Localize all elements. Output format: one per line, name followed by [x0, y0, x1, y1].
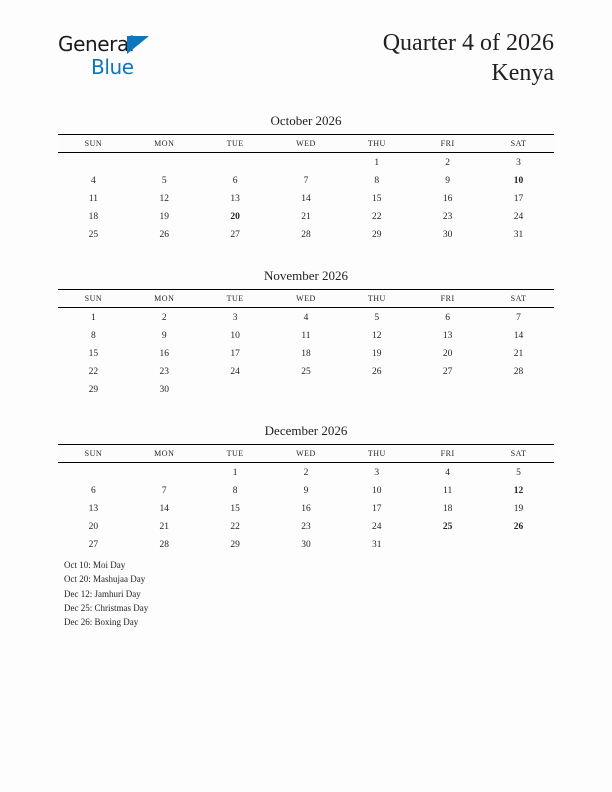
day-cell[interactable]: 10 — [230, 331, 240, 341]
day-cell[interactable]: 11 — [443, 486, 453, 496]
day-cell-empty — [412, 381, 483, 399]
day-cell[interactable]: 13 — [230, 194, 240, 204]
day-cell-holiday[interactable]: 20 — [230, 212, 240, 222]
calendar-months — [58, 112, 554, 577]
weekday-header-wed: WED — [271, 290, 342, 308]
day-cell[interactable]: 25 — [88, 230, 99, 240]
day-cell[interactable]: 3 — [232, 313, 238, 323]
day-cell[interactable]: 2 — [303, 468, 309, 478]
day-cell[interactable]: 28 — [513, 367, 524, 377]
day-cell[interactable]: 29 — [230, 540, 240, 550]
day-cell[interactable]: 24 — [372, 522, 382, 532]
day-cell[interactable]: 20 — [442, 349, 453, 359]
day-cell[interactable]: 23 — [159, 367, 170, 377]
week-row — [58, 327, 554, 345]
holiday-legend — [64, 558, 364, 629]
page-title — [383, 28, 554, 88]
weekday-header-row — [58, 135, 554, 153]
weekday-header-fri: FRI — [412, 135, 483, 153]
day-cell[interactable]: 13 — [442, 331, 453, 341]
month-title: October 2026 — [270, 113, 342, 128]
logo-text-general: General — [58, 32, 135, 56]
month-block — [58, 422, 554, 554]
week-row — [58, 363, 554, 381]
week-row — [58, 518, 554, 536]
day-cell[interactable]: 31 — [513, 230, 524, 240]
day-cell[interactable]: 25 — [301, 367, 311, 377]
day-cell[interactable]: 5 — [374, 313, 380, 323]
day-cell[interactable]: 15 — [372, 194, 382, 204]
day-cell-empty — [412, 536, 483, 554]
day-cell[interactable]: 17 — [513, 194, 524, 204]
weekday-header-sat: SAT — [483, 135, 554, 153]
day-cell[interactable]: 16 — [442, 194, 453, 204]
day-cell[interactable]: 10 — [372, 486, 382, 496]
day-cell[interactable]: 6 — [445, 313, 451, 323]
day-cell[interactable]: 4 — [303, 313, 309, 323]
day-cell[interactable]: 4 — [91, 176, 96, 186]
day-cell[interactable]: 21 — [301, 212, 311, 222]
day-cell[interactable]: 23 — [442, 212, 453, 222]
day-cell[interactable]: 14 — [159, 504, 170, 514]
day-cell[interactable]: 8 — [374, 176, 380, 186]
week-row — [58, 226, 554, 244]
day-cell[interactable]: 29 — [372, 230, 382, 240]
day-cell[interactable]: 18 — [442, 504, 453, 514]
day-cell[interactable]: 7 — [516, 313, 521, 323]
legend-item: Oct 10: Moi Day — [64, 560, 126, 570]
day-cell[interactable]: 20 — [88, 522, 99, 532]
day-cell[interactable]: 21 — [513, 349, 524, 359]
day-cell[interactable]: 19 — [159, 212, 170, 222]
day-cell[interactable]: 7 — [303, 176, 309, 186]
day-cell-empty — [200, 381, 271, 399]
weekday-header-sun: SUN — [58, 290, 129, 308]
day-cell[interactable]: 22 — [372, 212, 382, 222]
day-cell[interactable]: 16 — [159, 349, 170, 359]
day-cell-holiday[interactable]: 12 — [513, 486, 524, 496]
day-cell[interactable]: 15 — [88, 349, 99, 359]
day-cell[interactable]: 27 — [230, 230, 240, 240]
day-cell[interactable]: 9 — [445, 176, 451, 186]
week-row — [58, 190, 554, 208]
day-cell-empty — [129, 463, 200, 483]
day-cell[interactable]: 15 — [230, 504, 240, 514]
day-cell-empty — [200, 153, 271, 173]
day-cell-holiday[interactable]: 26 — [513, 522, 524, 532]
day-cell[interactable]: 6 — [232, 176, 238, 186]
day-cell[interactable]: 19 — [513, 504, 524, 514]
day-cell[interactable]: 12 — [159, 194, 170, 204]
country-subtitle: Kenya — [491, 60, 554, 86]
day-cell-empty — [271, 381, 342, 399]
day-cell[interactable]: 28 — [301, 230, 311, 240]
day-cell[interactable]: 23 — [301, 522, 311, 532]
week-row — [58, 536, 554, 554]
day-cell-empty — [129, 153, 200, 173]
day-cell[interactable]: 19 — [372, 349, 382, 359]
day-cell[interactable]: 3 — [516, 158, 521, 168]
day-cell[interactable]: 22 — [88, 367, 99, 377]
week-row — [58, 308, 554, 328]
week-row — [58, 463, 554, 483]
month-title: December 2026 — [264, 423, 348, 438]
day-cell-empty — [271, 153, 342, 173]
day-cell[interactable]: 6 — [91, 486, 96, 496]
weekday-header-row — [58, 445, 554, 463]
day-cell-empty — [58, 463, 129, 483]
weekday-header-sat: SAT — [483, 290, 554, 308]
weekday-header-tue: TUE — [200, 135, 271, 153]
month-grid — [58, 134, 554, 244]
day-cell[interactable]: 27 — [88, 540, 99, 550]
week-row — [58, 381, 554, 399]
day-cell[interactable]: 31 — [372, 540, 382, 550]
day-cell-empty — [483, 536, 554, 554]
weekday-header-tue: TUE — [200, 290, 271, 308]
day-cell-empty — [341, 381, 412, 399]
day-cell[interactable]: 27 — [442, 367, 453, 377]
day-cell[interactable]: 13 — [88, 504, 99, 514]
weekday-header-fri: FRI — [412, 445, 483, 463]
month-block — [58, 267, 554, 399]
weekday-header-thu: THU — [341, 135, 412, 153]
quarter-title: Quarter 4 of 2026 — [382, 30, 554, 56]
day-cell[interactable]: 17 — [372, 504, 382, 514]
day-cell[interactable]: 30 — [301, 540, 311, 550]
legend-item: Dec 25: Christmas Day — [64, 602, 149, 613]
weekday-header-thu: THU — [341, 445, 412, 463]
day-cell[interactable]: 3 — [374, 468, 380, 478]
day-cell[interactable]: 14 — [513, 331, 524, 341]
weekday-header-wed: WED — [271, 135, 342, 153]
weekday-header-sat: SAT — [483, 445, 554, 463]
day-cell[interactable]: 11 — [301, 331, 311, 341]
general-blue-logo[interactable] — [58, 32, 228, 84]
month-title: November 2026 — [263, 268, 349, 283]
day-cell[interactable]: 18 — [88, 212, 99, 222]
day-cell[interactable]: 9 — [303, 486, 309, 496]
legend-item: Dec 26: Boxing Day — [64, 617, 139, 628]
day-cell[interactable]: 5 — [516, 468, 521, 478]
weekday-header-thu: THU — [341, 290, 412, 308]
day-cell-empty — [58, 153, 129, 173]
weekday-header-sun: SUN — [58, 135, 129, 153]
weekday-header-wed: WED — [271, 445, 342, 463]
legend-item: Oct 20: Mashujaa Day — [64, 574, 146, 585]
day-cell[interactable]: 26 — [372, 367, 382, 377]
day-cell[interactable]: 1 — [91, 313, 96, 323]
week-row — [58, 172, 554, 190]
day-cell[interactable]: 8 — [91, 331, 96, 341]
day-cell[interactable]: 8 — [232, 486, 238, 496]
day-cell[interactable]: 26 — [159, 230, 170, 240]
week-row — [58, 500, 554, 518]
legend-item: Dec 12: Jamhuri Day — [64, 588, 141, 599]
day-cell[interactable]: 24 — [513, 212, 524, 222]
day-cell-empty — [483, 381, 554, 399]
day-cell[interactable]: 5 — [161, 176, 167, 186]
week-row — [58, 345, 554, 363]
month-block — [58, 112, 554, 244]
day-cell[interactable]: 17 — [230, 349, 240, 359]
month-grid — [58, 289, 554, 399]
day-cell-holiday[interactable]: 25 — [442, 522, 453, 532]
month-grid — [58, 444, 554, 554]
day-cell[interactable]: 14 — [301, 194, 311, 204]
day-cell[interactable]: 4 — [445, 468, 451, 478]
day-cell[interactable]: 18 — [301, 349, 311, 359]
weekday-header-mon: MON — [129, 290, 200, 308]
day-cell[interactable]: 21 — [159, 522, 170, 532]
day-cell[interactable]: 28 — [159, 540, 170, 550]
day-cell[interactable]: 1 — [374, 158, 380, 168]
day-cell[interactable]: 22 — [230, 522, 240, 532]
week-row — [58, 482, 554, 500]
day-cell[interactable]: 9 — [161, 331, 167, 341]
day-cell[interactable]: 12 — [372, 331, 382, 341]
day-cell-holiday[interactable]: 10 — [513, 176, 524, 186]
logo-triangle-icon — [127, 36, 149, 54]
weekday-header-row — [58, 290, 554, 308]
weekday-header-mon: MON — [129, 445, 200, 463]
day-cell[interactable]: 29 — [88, 385, 99, 395]
weekday-header-sun: SUN — [58, 445, 129, 463]
day-cell[interactable]: 30 — [159, 385, 170, 395]
day-cell[interactable]: 30 — [442, 230, 453, 240]
week-row — [58, 208, 554, 226]
day-cell[interactable]: 2 — [445, 158, 451, 168]
day-cell[interactable]: 2 — [161, 313, 167, 323]
day-cell[interactable]: 24 — [230, 367, 240, 377]
weekday-header-mon: MON — [129, 135, 200, 153]
weekday-header-tue: TUE — [200, 445, 271, 463]
day-cell[interactable]: 1 — [232, 468, 238, 478]
day-cell[interactable]: 11 — [88, 194, 98, 204]
page-header — [0, 0, 612, 105]
week-row — [58, 153, 554, 173]
day-cell[interactable]: 7 — [161, 486, 167, 496]
day-cell[interactable]: 16 — [301, 504, 311, 514]
weekday-header-fri: FRI — [412, 290, 483, 308]
logo-text-blue: Blue — [91, 55, 134, 79]
